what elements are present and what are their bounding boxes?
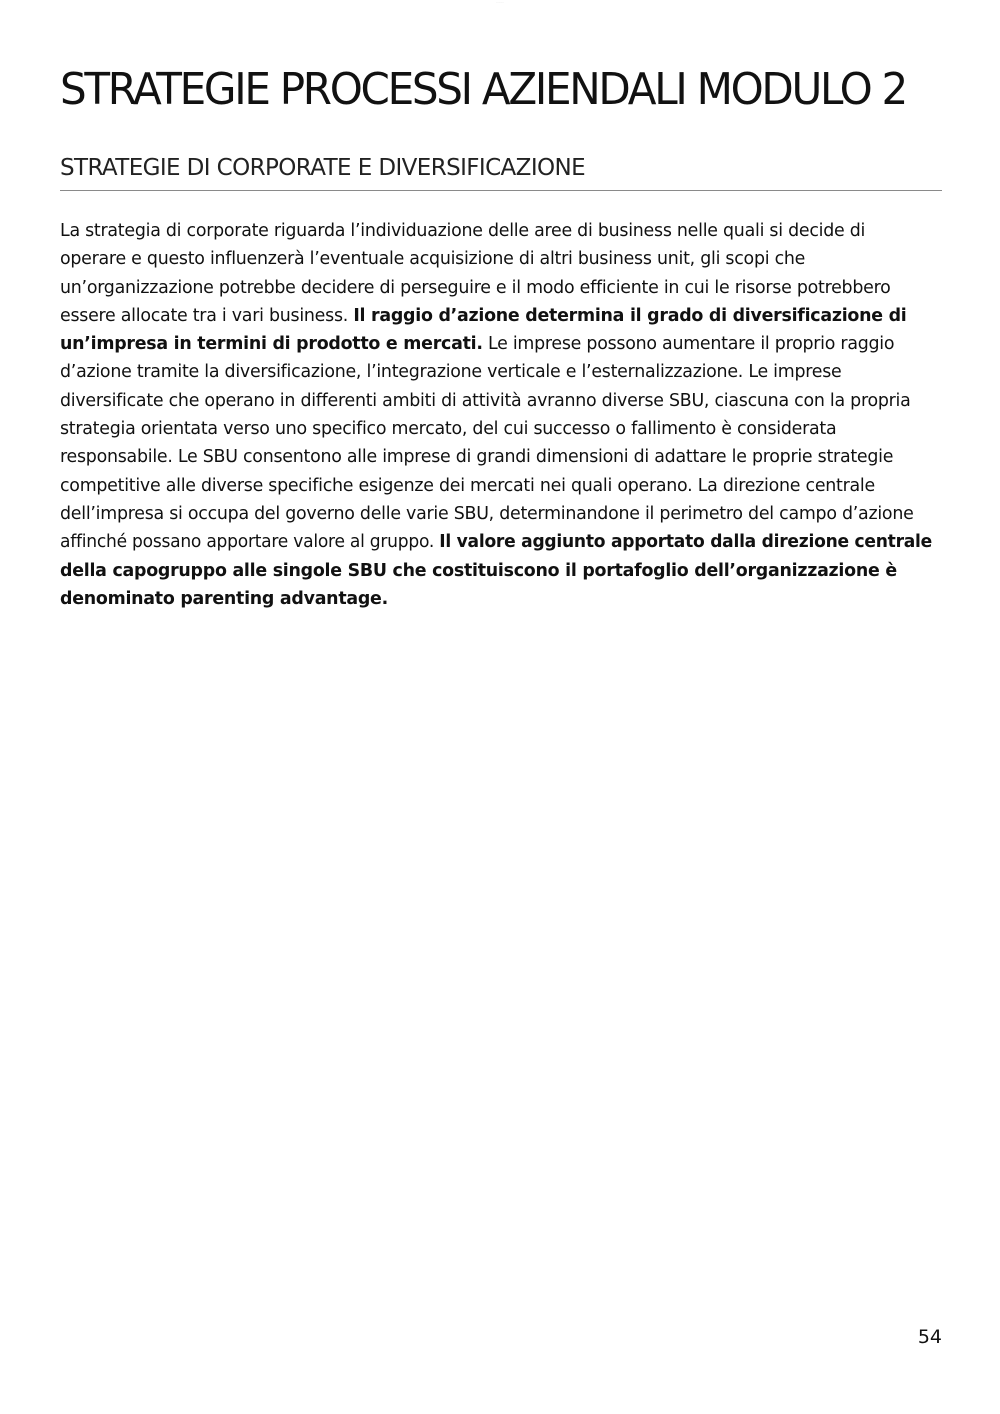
paragraph-line (60, 245, 942, 273)
body-paragraph (60, 217, 942, 613)
paragraph-line (60, 528, 942, 556)
text-segment: d’azione tramite la diversificazione, l’integrazione verticale e l’esternalizzazione. Le imprese (60, 362, 842, 383)
paragraph-line (60, 330, 942, 358)
page-title: STRATEGIE PROCESSI AZIENDALI MODULO 2 (60, 64, 906, 115)
section-heading: STRATEGIE DI CORPORATE E DIVERSIFICAZIONE (60, 152, 942, 191)
paragraph-line (60, 557, 942, 585)
bold-text-segment: un’impresa in termini di prodotto e mercati. (60, 334, 483, 355)
text-segment: essere allocate tra i vari business. (60, 305, 354, 326)
bold-text-segment: Il raggio d’azione determina il grado di diversificazione di (353, 305, 907, 326)
paragraph-line (60, 274, 942, 302)
text-segment: responsabile. Le SBU consentono alle imprese di grandi dimensioni di adattare le proprie strategie (60, 447, 894, 468)
paragraph-line (60, 302, 942, 330)
text-segment: operare e questo influenzerà l’eventuale acquisizione di altri business unit, gli scopi che (60, 249, 806, 270)
text-segment: affinché possano apportare valore al gruppo. (60, 532, 440, 553)
text-segment: dell’impresa si occupa del governo delle varie SBU, determinandone il perimetro del campo d’azione (60, 503, 914, 524)
bold-text-segment: denominato parenting advantage. (60, 588, 388, 609)
paragraph-line (60, 472, 942, 500)
text-segment: strategia orientata verso uno specifico mercato, del cui successo o fallimento è considerata (60, 419, 837, 440)
bold-text-segment: della capogruppo alle singole SBU che costituiscono il portafoglio dell’organizzazione è (60, 560, 897, 581)
text-segment: Le imprese possono aumentare il proprio raggio (482, 334, 895, 355)
paragraph-line (60, 500, 942, 528)
page-number: 54 (917, 1326, 942, 1348)
text-segment: un’organizzazione potrebbe decidere di perseguire e il modo efficiente in cui le risorse potrebbero (60, 277, 891, 298)
text-segment: La strategia di corporate riguarda l’individuazione delle aree di business nelle quali si decide di (60, 221, 866, 241)
paragraph-line (60, 443, 942, 471)
line-wrap (60, 330, 894, 358)
bold-text-segment: Il valore aggiunto apportato dalla direzione centrale (439, 532, 932, 553)
paragraph-line (60, 358, 942, 386)
line-wrap (60, 302, 907, 330)
paragraph-line (60, 585, 942, 613)
line-wrap (60, 528, 932, 556)
page-header-mark: ········· (495, 0, 505, 4)
paragraph-line (60, 415, 942, 443)
text-segment: competitive alle diverse specifiche esigenze dei mercati nei quali operano. La direzione centrale (60, 475, 875, 496)
paragraph-line (60, 217, 942, 245)
text-segment: diversificate che operano in differenti ambiti di attività avranno diverse SBU, ciascuna con la propria (60, 390, 911, 411)
paragraph-line (60, 387, 942, 415)
